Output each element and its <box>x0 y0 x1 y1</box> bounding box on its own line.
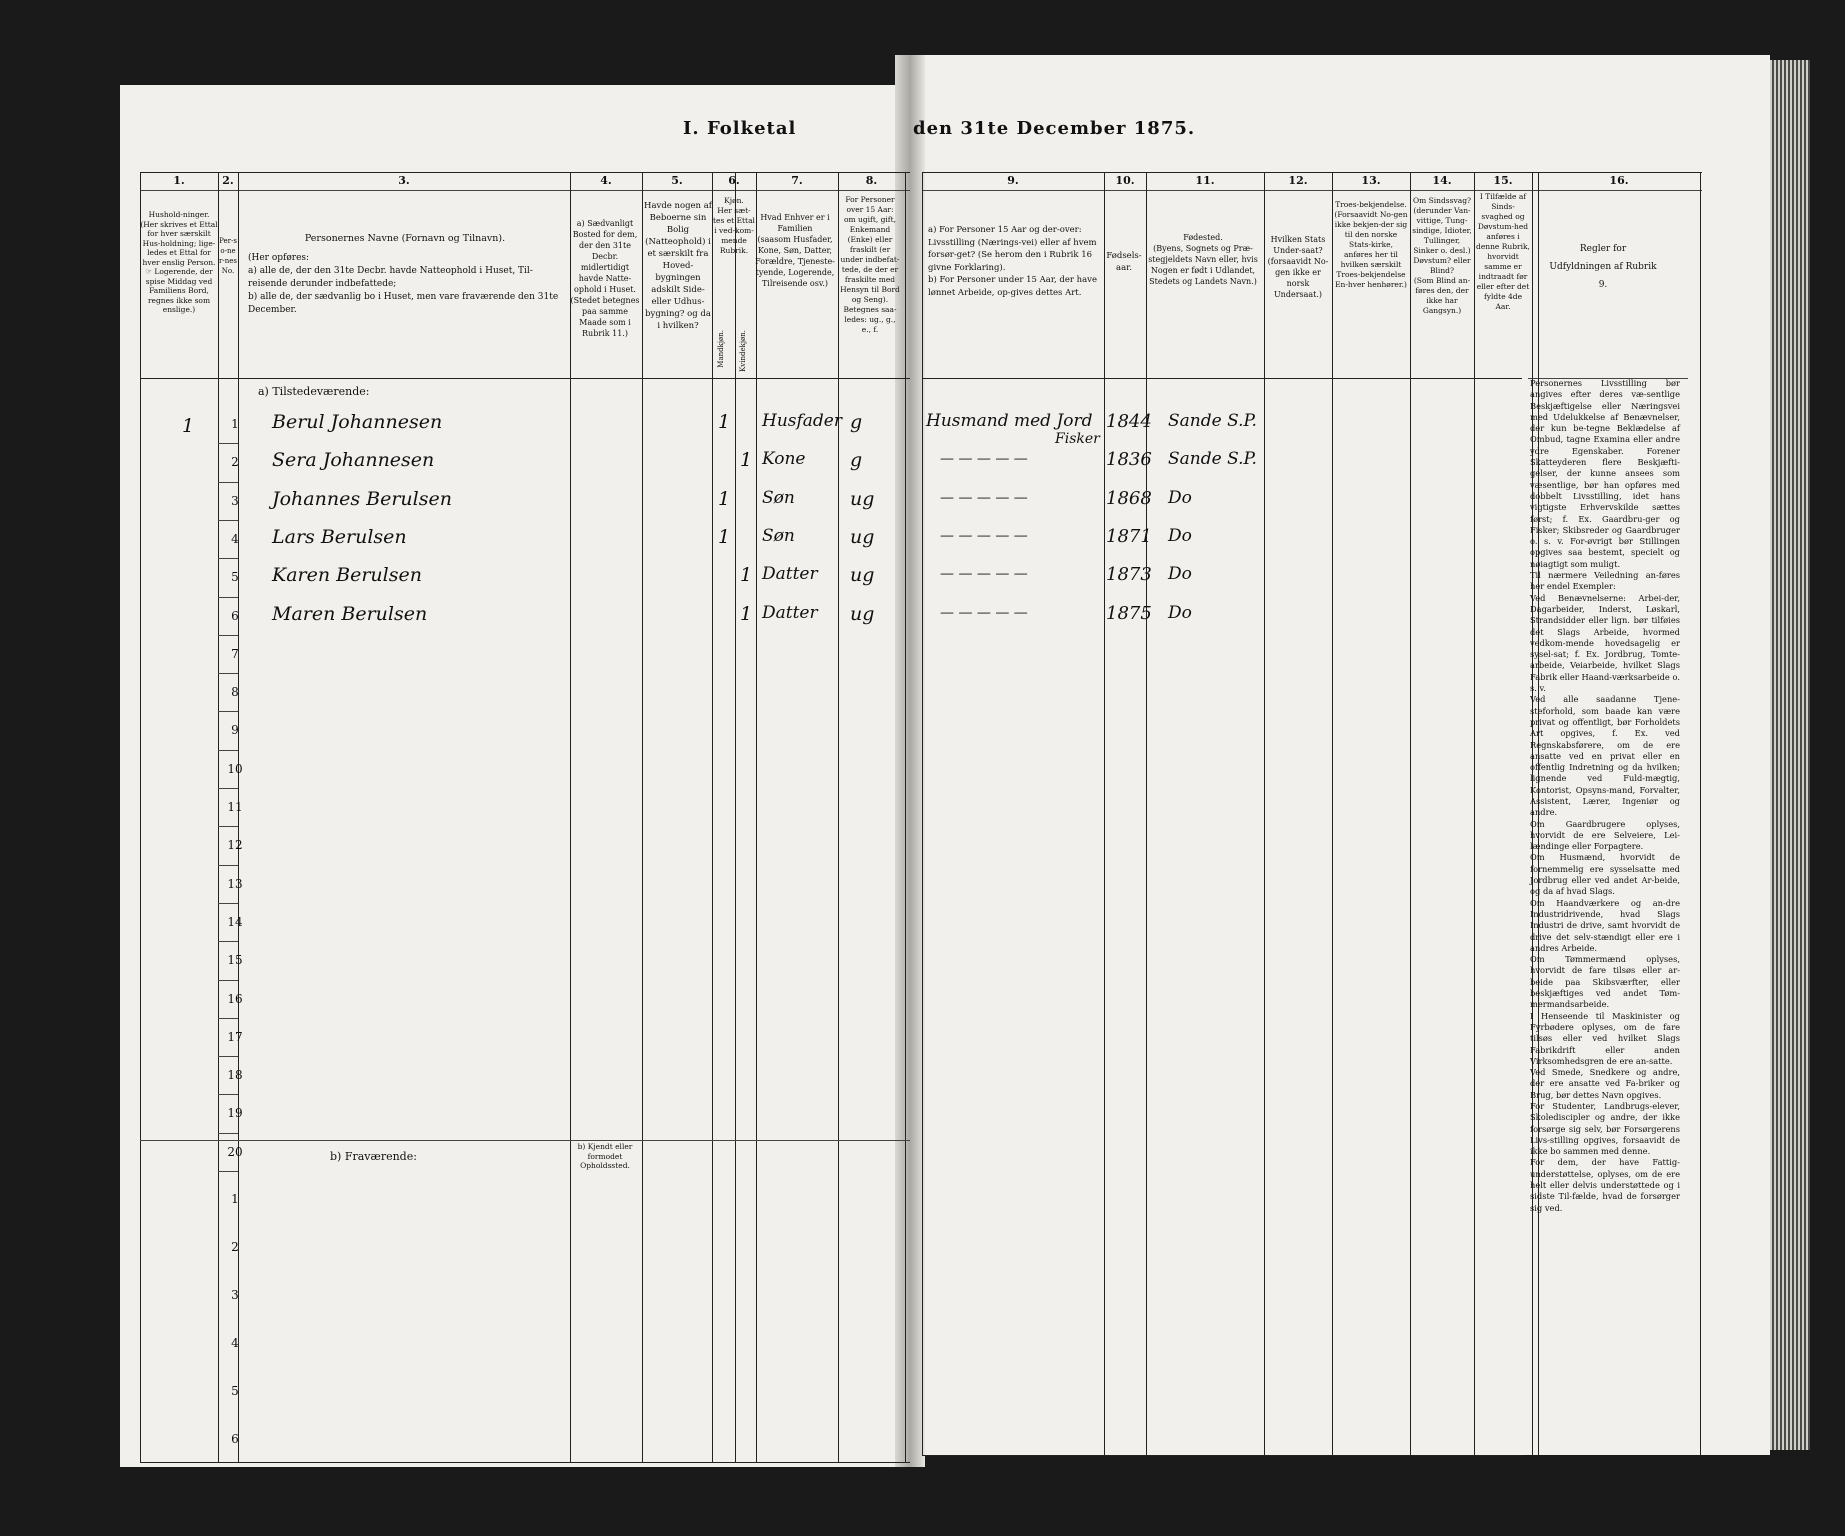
header-col8: For Personer over 15 Aar: om ugift, gift, Enkemand (Enke) eller fraskilt (er under indbefat-tede, de der er fraskilte med Hensyn til Bord og Seng). Betegnes saa-ledes: ug., g., e., f. <box>840 195 900 334</box>
header-col3-title: Personernes Navne (Fornavn og Tilnavn). <box>304 233 506 244</box>
column-rule <box>735 172 736 1462</box>
person-name: Lars Berulsen <box>272 525 407 548</box>
column-number: 6. <box>728 174 740 187</box>
column-rule <box>642 172 643 1462</box>
row-rule <box>218 597 238 598</box>
birth-year: 1836 <box>1106 449 1152 471</box>
column-number: 8. <box>865 174 878 187</box>
column-number: 15. <box>1493 174 1513 187</box>
absent-row-number: 3 <box>231 1288 239 1302</box>
row-rule <box>218 520 238 521</box>
column-number: 10. <box>1115 174 1135 187</box>
column-rule <box>756 172 757 1462</box>
column-rule <box>1264 172 1265 1455</box>
person-name: Johannes Berulsen <box>272 487 452 510</box>
column-rule <box>1410 172 1411 1455</box>
row-rule <box>218 1056 238 1057</box>
row-rule <box>218 750 238 751</box>
row-rule <box>218 1018 238 1019</box>
birth-year: 1844 <box>1106 411 1152 432</box>
header-col12: Hvilken Stats Under-saat? (forsaavidt No-gen ikke er norsk Undersaat.) <box>1267 235 1329 299</box>
family-relation: Søn <box>762 487 795 508</box>
column-rule <box>1474 172 1475 1455</box>
column-number: 4. <box>600 174 612 187</box>
section-present-label: a) Tilstedeværende: <box>258 385 370 398</box>
marital-status: g <box>850 411 863 433</box>
column-rule <box>238 172 239 1462</box>
birthplace: Sande S.P. <box>1168 449 1257 470</box>
row-number: 18 <box>227 1068 243 1083</box>
header-col9: a) For Personer 15 Aar og der-over: Livsstilling (Nærings-vei) eller af hvem forsør-get? (Se herom den i Rubrik 16 givne Forklaring). b) For Personer under 15 Aar, der have lønnet Arbeide, op-gives dettes Art. <box>928 225 1098 298</box>
column-number: 9. <box>1007 174 1019 187</box>
column-number: 12. <box>1288 174 1308 187</box>
row-rule <box>218 558 238 559</box>
family-relation: Husfader <box>762 411 842 431</box>
absent-row-number: 5 <box>231 1384 239 1398</box>
birth-year: 1875 <box>1106 602 1152 624</box>
row-number: 6 <box>231 608 239 623</box>
row-rule <box>218 1133 238 1134</box>
occupation: Husmand med Jord <box>926 411 1093 431</box>
family-relation: Datter <box>762 602 818 623</box>
rubric-9-instructions: Personernes Livsstilling bør angives efter deres væ-sentlige Beskjæftigelse eller Næringsvei med Udelukkelse af Benævnelser, der kun be-tegne Beklædelse af Ombud, tagne Examina eller andre ydre Egenskaber. Forener Skatteyderen flere Beskjæfti-gelser, der kunne ansees som væsentlige, bør han opføres med dobbelt Livsstilling, idet hans vigtigste Erhvervskilde sættes først; f. Ex. Gaardbru-ger og Fisker; Skibsreder og Gaardbruger o. s. v. For-øvrigt bør Stillingen opgives saa bestemt, specielt og nøiagtigt som muligt. Til nærmere Veiledning an-føres her endel Exempler: Ved Benævnelserne: Arbei-der, Dagarbeider, Inderst, Løskarl, Strandsidder eller lign. bør tilføies det Slags Arbeide, hvormed vedkom-mende hovedsagelig er sysel-sat; f. Ex. Jordbrug, Tomte-arbeide, Veiarbeide, hvilket Slags Fabrik eller Haand-værksarbeide o. s. v. Ved alle saadanne Tjene-steforhold, som baade kan være privat og offentligt, bør Forholdets Art opgives, f. Ex. ved Regnskabsførere, om de ere ansatte ved en privat eller en offentlig Indretning og da hvilken; lignende ved Fuld-mægtig, Kontorist, Opsyns-mand, Forvalter, Assistent, Lærer, Ingeniør og andre. Om Gaardbrugere oplyses, hvorvidt de ere Selveiere, Lei-lændinge eller Forpagtere. Om Husmænd, hvorvidt de fornemmelig ere sysselsatte med Jordbrug eller ved andet Ar-beide, og da af hvad Slags. Om Haandværkere og an-dre Industridrivende, hvad Slags Industri de drive, samt hvorvidt de drive det selv-stændigt eller ere i andres Arbeide. Om Tømmermænd oplyses, hvorvidt de fare tilsøs eller ar-beide paa Skibsværfter, eller beskjæftiges ved andet Tøm-mermandsarbeide. I Henseende til Maskinister og Fyrbødere oplyses, om de fare tilsøs eller ved hvilket Slags Fabrikdrift eller anden Virksomhedsgren de ere an-satte. Ved Smede, Snedkere og andre, der ere ansatte ved Fa-briker og Brug, bør dettes Navn opgives. For Studenter, Landbrugs-elever, Skolediscipler og andre, der ikke forsørge sig selv, bør Forsørgerens Livs-stilling opgives, forsaavidt de ikke bo sammen med denne. For dem, der have Fattig-understøttelse, oplyses, om de ere helt eller delvis understøttede og i sidste Til-fælde, hvad de forsørger sig ved. <box>1530 378 1680 1213</box>
column-rule <box>922 172 923 1455</box>
female-mark: 1 <box>740 449 753 472</box>
person-name: Berul Johannesen <box>272 411 443 433</box>
page-edges <box>1770 60 1810 1450</box>
absent-row-number: 1 <box>231 1192 239 1206</box>
rule-line <box>140 378 910 379</box>
column-rule <box>1104 172 1105 1455</box>
column-number: 2. <box>222 174 234 187</box>
row-number: 17 <box>227 1029 243 1044</box>
row-rule <box>218 941 238 942</box>
row-number: 11 <box>227 800 243 814</box>
column-number: 1. <box>173 174 185 187</box>
person-name: Sera Johannesen <box>272 449 435 472</box>
marital-status: ug <box>850 602 875 625</box>
birthplace: Do <box>1168 564 1192 585</box>
female-mark: 1 <box>740 602 753 625</box>
row-number: 7 <box>231 646 239 661</box>
row-rule <box>218 635 238 636</box>
section-absent-label: b) Fraværende: <box>330 1150 417 1163</box>
row-number: 5 <box>231 570 239 585</box>
section-divider <box>140 1140 910 1141</box>
birth-year: 1871 <box>1106 525 1152 547</box>
row-number: 2 <box>231 455 239 470</box>
person-name: Maren Berulsen <box>272 602 428 625</box>
header-col15: I Tilfælde af Sinds-svaghed og Døvstum-hed anføres i denne Rubrik, hvorvidt samme er indtraadt før eller efter det fyldte 4de Aar. <box>1476 192 1530 311</box>
column-number: 13. <box>1361 174 1381 187</box>
male-mark: 1 <box>718 525 731 548</box>
rule-line <box>922 172 1702 173</box>
row-number: 13 <box>227 876 243 891</box>
occupation-continued: Fisker <box>1055 431 1100 447</box>
row-rule <box>218 788 238 789</box>
column-rule <box>905 172 906 1462</box>
column-number: 3. <box>398 174 410 187</box>
census-title-right: den 31te December 1875. <box>913 118 1196 139</box>
rule-line <box>922 1455 1522 1456</box>
absent-row-number: 6 <box>231 1432 239 1446</box>
column-number: 7. <box>791 174 803 187</box>
row-rule <box>218 1094 238 1095</box>
column-rule <box>838 172 839 1462</box>
birthplace: Do <box>1168 487 1192 508</box>
row-number: 19 <box>227 1106 243 1121</box>
row-rule <box>218 711 238 712</box>
header-col1: Hushold-ninger. (Her skrives et Ettal for hver særskilt Hus-holdning; lige-ledes et Ettal for hver enslig Person. ☞ Logerende, der spise Middag ved Familiens Bord, regnes ikke som enslige.) <box>140 210 218 314</box>
column-number: 11. <box>1195 174 1215 187</box>
row-number: 1 <box>231 417 239 431</box>
header-col10: Fødsels-aar. <box>1106 251 1142 273</box>
birthplace: Do <box>1168 525 1192 546</box>
column-rule <box>570 172 571 1462</box>
header-col14: Om Sindssvag? (derunder Van-vittige, Tung-sindige, Idioter, Tullinger, Sinker o. desl.) Døvstum? eller Blind? (Som Blind an-føres den, der ikke har Gangsyn.) <box>1412 196 1472 315</box>
header-col16: Regler for Udfyldningen af Rubrik 9. <box>1549 244 1657 290</box>
family-relation: Kone <box>762 449 806 470</box>
row-rule <box>218 443 238 444</box>
female-mark: 1 <box>740 564 753 587</box>
male-mark: 1 <box>718 487 731 510</box>
row-number: 14 <box>227 914 243 929</box>
rule-line <box>922 190 1702 191</box>
marital-status: ug <box>850 564 875 587</box>
household-number: 1 <box>182 415 195 437</box>
birthplace: Do <box>1168 602 1192 623</box>
ditto-dash: — — — — — <box>940 451 1028 468</box>
column-rule <box>1700 172 1701 1455</box>
birth-year: 1873 <box>1106 564 1152 586</box>
male-mark: 1 <box>718 411 731 433</box>
ditto-dash: — — — — — <box>940 604 1028 621</box>
column-rule <box>218 172 219 1462</box>
header-col11: Fødested. (Byens, Sognets og Præ-stegjeldets Navn eller, hvis Nogen er født i Udlandet, Stedets og Landets Navn.) <box>1148 233 1258 286</box>
birthplace: Sande S.P. <box>1168 411 1257 431</box>
ditto-dash: — — — — — <box>940 489 1028 506</box>
header-col3-body: (Her opføres: a) alle de, der den 31te Decbr. havde Natteophold i Huset, Til-reisende derunder indbefattede; b) alle de, der sædvanlig bo i Huset, men vare fraværende den 31te December. <box>248 253 559 315</box>
rule-line <box>140 172 910 173</box>
absent-row-number: 4 <box>231 1336 239 1350</box>
row-number: 16 <box>227 991 243 1006</box>
row-rule <box>218 826 238 827</box>
rule-line <box>922 378 1522 379</box>
row-number: 10 <box>227 761 243 776</box>
column-rule <box>1332 172 1333 1455</box>
header-col5: Havde nogen af Beboerne sin Bolig (Natteophold) i et særskilt fra Hoved-bygningen adskilt Side-eller Udhus-bygning? og da i hvilken? <box>644 201 712 331</box>
person-name: Karen Berulsen <box>272 564 422 587</box>
header-col4: a) Sædvanligt Bosted for dem, der den 31te Decbr. midlertidigt havde Natte-ophold i Huset. (Stedet betegnes paa samme Maade som i Rubrik 11.) <box>570 219 640 338</box>
header-col6-female: Kvindekjøn. <box>739 330 747 372</box>
column-number: 5. <box>671 174 683 187</box>
header-col6-male: Mandkjøn. <box>717 330 725 368</box>
absent-location-header: b) Kjendt eller formodet Opholdssted. <box>577 1142 633 1170</box>
row-rule <box>218 673 238 674</box>
column-rule <box>712 172 713 1462</box>
column-rule <box>140 172 141 1462</box>
row-rule <box>218 903 238 904</box>
header-col13: Troes-bekjendelse. (Forsaavidt No-gen ikke bekjen-der sig til den norske Stats-kirke, anføres her til hvilken særskilt Troes-bekjendelse En-hver henhører.) <box>1334 200 1408 289</box>
row-rule <box>218 865 238 866</box>
row-number: 12 <box>227 838 243 853</box>
ditto-dash: — — — — — <box>940 527 1028 544</box>
column-number: 16. <box>1609 174 1629 187</box>
row-number: 8 <box>231 685 239 700</box>
rule-line <box>140 1462 910 1463</box>
row-rule <box>218 482 238 483</box>
census-title-left: I. Folketal <box>683 118 797 139</box>
row-number: 20 <box>227 1144 243 1159</box>
marital-status: ug <box>850 525 875 548</box>
column-number: 14. <box>1432 174 1452 187</box>
row-number: 9 <box>231 723 239 738</box>
ditto-dash: — — — — — <box>940 566 1028 583</box>
row-number: 3 <box>231 493 239 508</box>
row-rule <box>218 1171 238 1172</box>
row-number: 15 <box>227 953 243 968</box>
header-col6: Kjøn. Her sæt-tes et Ettal i ved-kom-mende Rubrik. <box>713 196 755 255</box>
row-rule <box>218 980 238 981</box>
birth-year: 1868 <box>1106 487 1152 509</box>
column-rule <box>1146 172 1147 1455</box>
rule-line <box>140 190 910 191</box>
marital-status: g <box>850 449 863 472</box>
marital-status: ug <box>850 487 875 510</box>
absent-row-number: 2 <box>231 1240 239 1254</box>
row-number: 4 <box>231 531 239 546</box>
header-col2: Per-so-ner-nes No. <box>219 237 237 275</box>
family-relation: Søn <box>762 525 795 546</box>
family-relation: Datter <box>762 564 818 585</box>
header-col7: Hvad Enhver er i Familien (saasom Husfader, Kone, Søn, Datter, Forældre, Tjeneste-tyende, Logerende, Tilreisende osv.) <box>755 213 835 288</box>
